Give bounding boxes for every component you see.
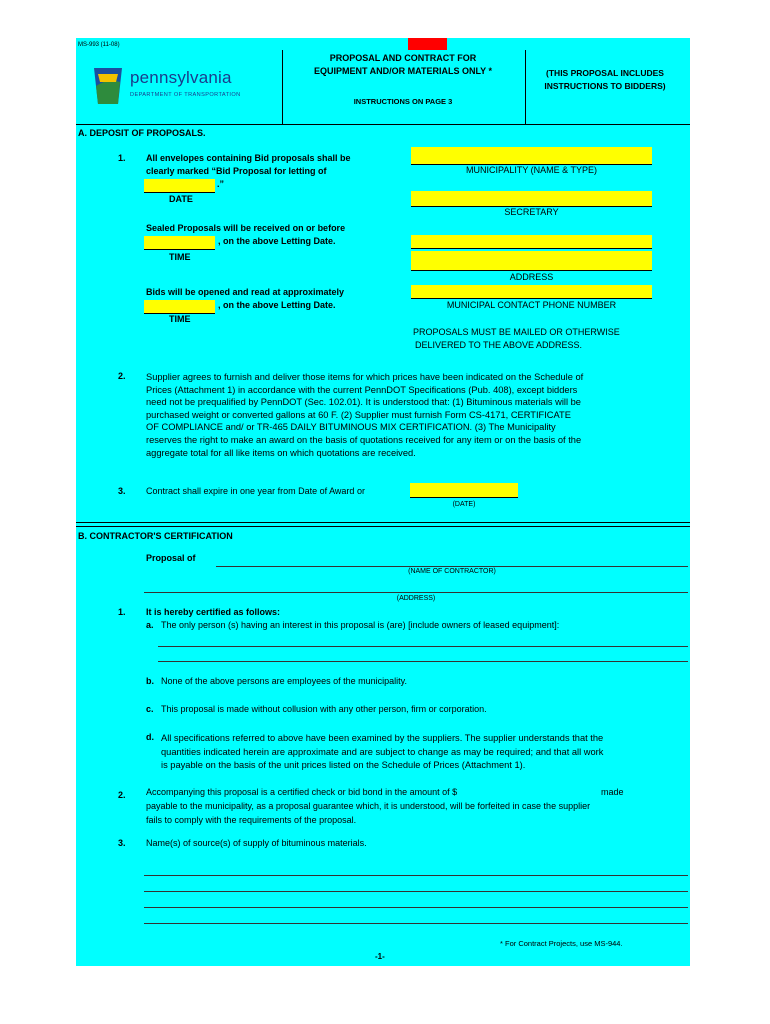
header-title-line2: EQUIPMENT AND/OR MATERIALS ONLY * [313, 66, 492, 76]
form-page [76, 38, 690, 966]
a1-line3: .” [217, 179, 225, 189]
b1d-letter: d. [146, 732, 154, 742]
a2-number: 2. [118, 371, 126, 381]
sealed-line2: , on the above Letting Date. [218, 236, 336, 246]
b1d-line: All specifications referred to above have been examined by the suppliers. The supplier understands that the [161, 733, 604, 743]
contractor-name-line[interactable] [216, 566, 688, 567]
a1-line2: clearly marked “Bid Proposal for letting of [146, 166, 327, 176]
a1-line1: All envelopes containing Bid proposals shall be [146, 153, 351, 163]
b1c-text: This proposal is made without collusion with any other person, firm or corporation. [161, 704, 487, 714]
red-tab-marker [408, 38, 447, 50]
b1d-paragraph [161, 732, 686, 773]
a2-line: OF COMPLIANCE and/ or TR-465 DAILY BITUMINOUS MIX CERTIFICATION. (3) The Municipality [146, 422, 556, 433]
a2-line: purchased weight or converted gallons at 60 F. (2) Supplier must furnish Form CS-4171, CERTIFICATE [146, 409, 571, 420]
time-label-2: TIME [169, 314, 191, 324]
a2-line: Supplier agrees to furnish and deliver those items for which prices have been indicated on the Schedule of [146, 372, 584, 382]
section-divider-top [76, 522, 690, 523]
a2-line: need not be prequalified by PennDOT (Sec. 102.01). It is understood that: (1) Bituminous materials will be [146, 397, 581, 408]
date-label: DATE [169, 194, 193, 204]
expiration-date-field[interactable] [410, 483, 518, 498]
proposal-of-label: Proposal of [146, 553, 196, 563]
municipality-field[interactable] [411, 147, 652, 165]
a2-line: aggregate total for all like items on which quotations are received. [146, 447, 416, 458]
contractor-name-label: (NAME OF CONTRACTOR) [408, 568, 496, 575]
section-divider-bottom [76, 526, 690, 527]
a3-text: Contract shall expire in one year from Date of Award or [146, 486, 365, 496]
phone-label: MUNICIPAL CONTACT PHONE NUMBER [446, 300, 617, 310]
b1b-letter: b. [146, 676, 154, 686]
header-title-line1: PROPOSAL AND CONTRACT FOR [329, 53, 477, 63]
a2-line: Prices (Attachment 1) in accordance with the current PennDOT Specifications (Pub. 408), except bidders [146, 384, 578, 395]
secretary-label: SECRETARY [504, 207, 559, 217]
a3-number: 3. [118, 486, 126, 496]
header-note-line2: INSTRUCTIONS TO BIDDERS) [544, 81, 666, 91]
a2-line: reserves the right to make an award on the basis of quotations received for any item or on the basis of the [146, 434, 582, 445]
b1-number: 1. [118, 607, 126, 617]
secretary-field[interactable] [411, 191, 652, 207]
address-field-1[interactable] [411, 235, 652, 249]
header-instructions: INSTRUCTIONS ON PAGE 3 [353, 97, 453, 106]
contractor-address-line[interactable] [144, 592, 688, 593]
b2-line1a: Accompanying this proposal is a certified check or bid bond in the amount of $ [146, 787, 458, 797]
header-note-line1: (THIS PROPOSAL INCLUDES [546, 68, 664, 78]
time-label-1: TIME [169, 252, 191, 262]
section-b-heading: B. CONTRACTOR'S CERTIFICATION [78, 531, 233, 541]
address-field-2[interactable] [411, 251, 652, 271]
sealed-time-field[interactable] [144, 236, 215, 250]
source-line-4[interactable] [144, 923, 688, 924]
header-divider [76, 124, 690, 125]
logo-subtitle: DEPARTMENT OF TRANSPORTATION [130, 92, 241, 98]
b1-title: It is hereby certified as follows: [146, 607, 281, 617]
b2-line3: fails to comply with the requirements of the proposal. [146, 815, 357, 825]
page-number: -1- [375, 952, 385, 961]
b3-number: 3. [118, 838, 126, 848]
address-label: ADDRESS [509, 272, 554, 282]
mail-note-line2: DELIVERED TO THE ABOVE ADDRESS. [415, 340, 583, 350]
contractor-address-label: (ADDRESS) [396, 595, 436, 602]
b1c-letter: c. [146, 704, 154, 714]
section-a-heading: A. DEPOSIT OF PROPOSALS. [78, 128, 206, 138]
keystone-icon [92, 68, 124, 104]
phone-field[interactable] [411, 285, 652, 299]
interest-line-2[interactable] [158, 661, 688, 662]
b2-line1b: made [601, 787, 624, 797]
mail-note-line1: PROPOSALS MUST BE MAILED OR OTHERWISE [413, 327, 620, 337]
source-line-3[interactable] [144, 907, 688, 908]
source-line-2[interactable] [144, 891, 688, 892]
b1b-text: None of the above persons are employees of the municipality. [161, 676, 407, 686]
a1-number: 1. [118, 153, 126, 163]
b2-number: 2. [118, 790, 126, 800]
footnote: * For Contract Projects, use MS-944. [500, 939, 623, 948]
opening-time-field[interactable] [144, 300, 215, 314]
sealed-line1: Sealed Proposals will be received on or before [146, 223, 346, 233]
b3-text: Name(s) of source(s) of supply of bituminous materials. [146, 838, 367, 848]
b1a-letter: a. [146, 620, 154, 630]
a3-date-label: (DATE) [452, 501, 476, 508]
letting-date-field[interactable] [144, 179, 215, 193]
b1a-text: The only person (s) having an interest in this proposal is (are) [include owners of leased equipment]: [161, 620, 560, 630]
municipality-label: MUNICIPALITY (NAME & TYPE) [465, 165, 598, 175]
b2-line2: payable to the municipality, as a proposal guarantee which, it is understood, will be forfeited in case the supplier [146, 801, 591, 811]
pennsylvania-logo [92, 66, 272, 108]
source-line-1[interactable] [144, 875, 688, 876]
interest-line-1[interactable] [158, 646, 688, 647]
opened-line2: , on the above Letting Date. [218, 300, 336, 310]
form-code: MS-993 (11-08) [78, 42, 120, 48]
a2-paragraph [146, 371, 686, 459]
logo-name: pennsylvania [130, 68, 232, 87]
b1d-line: quantities indicated herein are approximate and are subject to change as may be required; and that all work [161, 746, 604, 757]
b1d-line: is payable on the basis of the unit prices listed on the Schedule of Prices (Attachment 1). [161, 760, 526, 770]
opened-line1: Bids will be opened and read at approximately [146, 287, 345, 297]
